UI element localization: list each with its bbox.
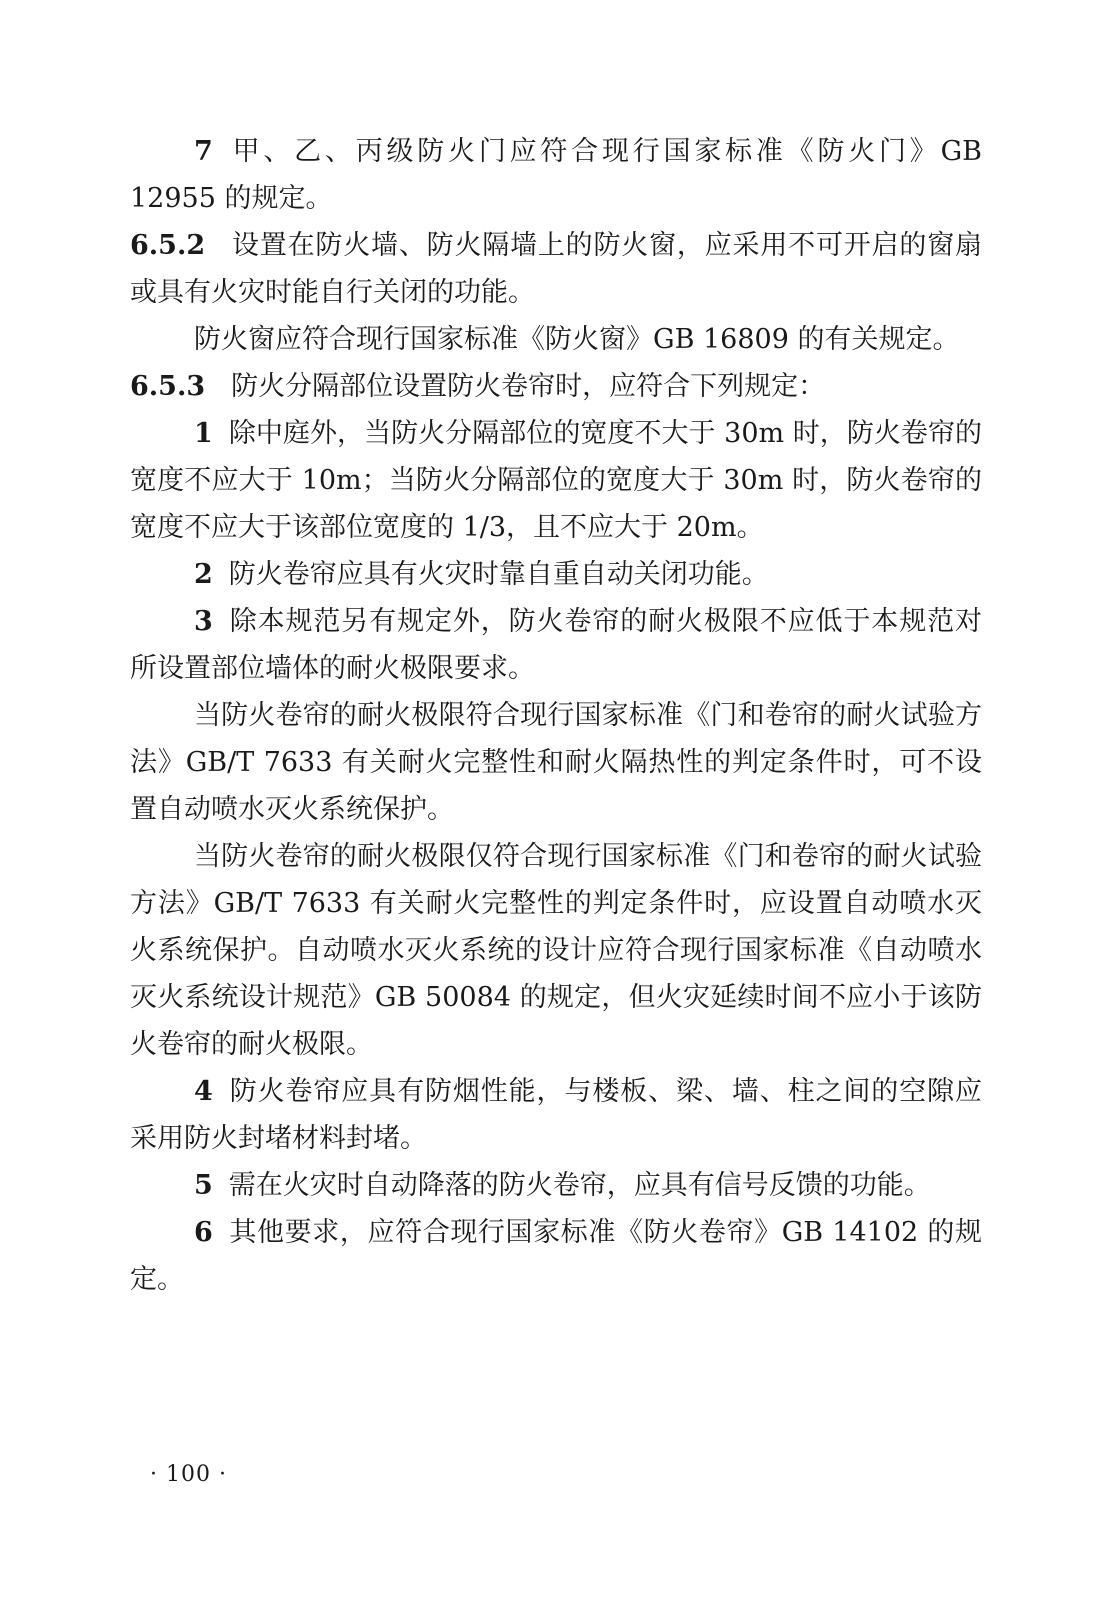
item-4 [130, 1068, 982, 1162]
clause-number: 6.5.2 [130, 230, 206, 261]
paragraph-sprinkler [130, 833, 982, 1068]
item-text: 防火卷帘应具有火灾时靠自重自动关闭功能。 [228, 559, 769, 590]
item-number: 7 [194, 136, 213, 167]
clause-text: 防火分隔部位设置防火卷帘时，应符合下列规定： [231, 371, 826, 402]
item-3 [130, 598, 982, 692]
item-1 [130, 410, 982, 551]
item-number: 3 [194, 606, 213, 637]
clause-6-5-2 [130, 222, 982, 316]
item-5 [130, 1162, 982, 1209]
item-number: 4 [194, 1076, 213, 1107]
paragraph-fire-window [130, 316, 982, 363]
paragraph-text: 当防火卷帘的耐火极限符合现行国家标准《门和卷帘的耐火试验方法》GB/T 7633 有关耐火完整性和耐火隔热性的判定条件时，可不设置自动喷水灭火系统保护。 [130, 700, 982, 825]
item-2 [130, 551, 982, 598]
item-text: 甲、乙、丙级防火门应符合现行国家标准《防火门》GB 12955 的规定。 [130, 136, 982, 214]
item-text: 其他要求，应符合现行国家标准《防火卷帘》GB 14102 的规定。 [130, 1217, 982, 1295]
item-text: 防火卷帘应具有防烟性能，与楼板、梁、墙、柱之间的空隙应采用防火封堵材料封堵。 [130, 1076, 982, 1154]
item-number: 1 [194, 418, 213, 449]
page-number: · 100 · [150, 1462, 227, 1487]
document-body [130, 128, 982, 1303]
paragraph-insulation [130, 692, 982, 833]
item-7 [130, 128, 982, 222]
clause-6-5-3 [130, 363, 982, 410]
item-number: 5 [194, 1170, 213, 1201]
item-6 [130, 1209, 982, 1303]
item-text: 除本规范另有规定外，防火卷帘的耐火极限不应低于本规范对所设置部位墙体的耐火极限要求。 [130, 606, 982, 684]
item-number: 2 [194, 559, 213, 590]
item-text: 除中庭外，当防火分隔部位的宽度不大于 30m 时，防火卷帘的宽度不应大于 10m；当防火分隔部位的宽度大于 30m 时，防火卷帘的宽度不应大于该部位宽度的 1/3，且不应大于 20m。 [130, 418, 982, 543]
item-text: 需在火灾时自动降落的防火卷帘，应具有信号反馈的功能。 [228, 1170, 931, 1201]
clause-text: 设置在防火墙、防火隔墙上的防火窗，应采用不可开启的窗扇或具有火灾时能自行关闭的功能。 [130, 230, 982, 308]
clause-number: 6.5.3 [130, 371, 206, 402]
paragraph-text: 当防火卷帘的耐火极限仅符合现行国家标准《门和卷帘的耐火试验方法》GB/T 7633 有关耐火完整性的判定条件时，应设置自动喷水灭火系统保护。自动喷水灭火系统的设计应符合现行国家标准《自动喷水灭火系统设计规范》GB 50084 的规定，但火灾延续时间不应小于该防火卷帘的耐火极限。 [130, 841, 982, 1060]
paragraph-text: 防火窗应符合现行国家标准《防火窗》GB 16809 的有关规定。 [194, 324, 960, 355]
item-number: 6 [194, 1217, 213, 1248]
